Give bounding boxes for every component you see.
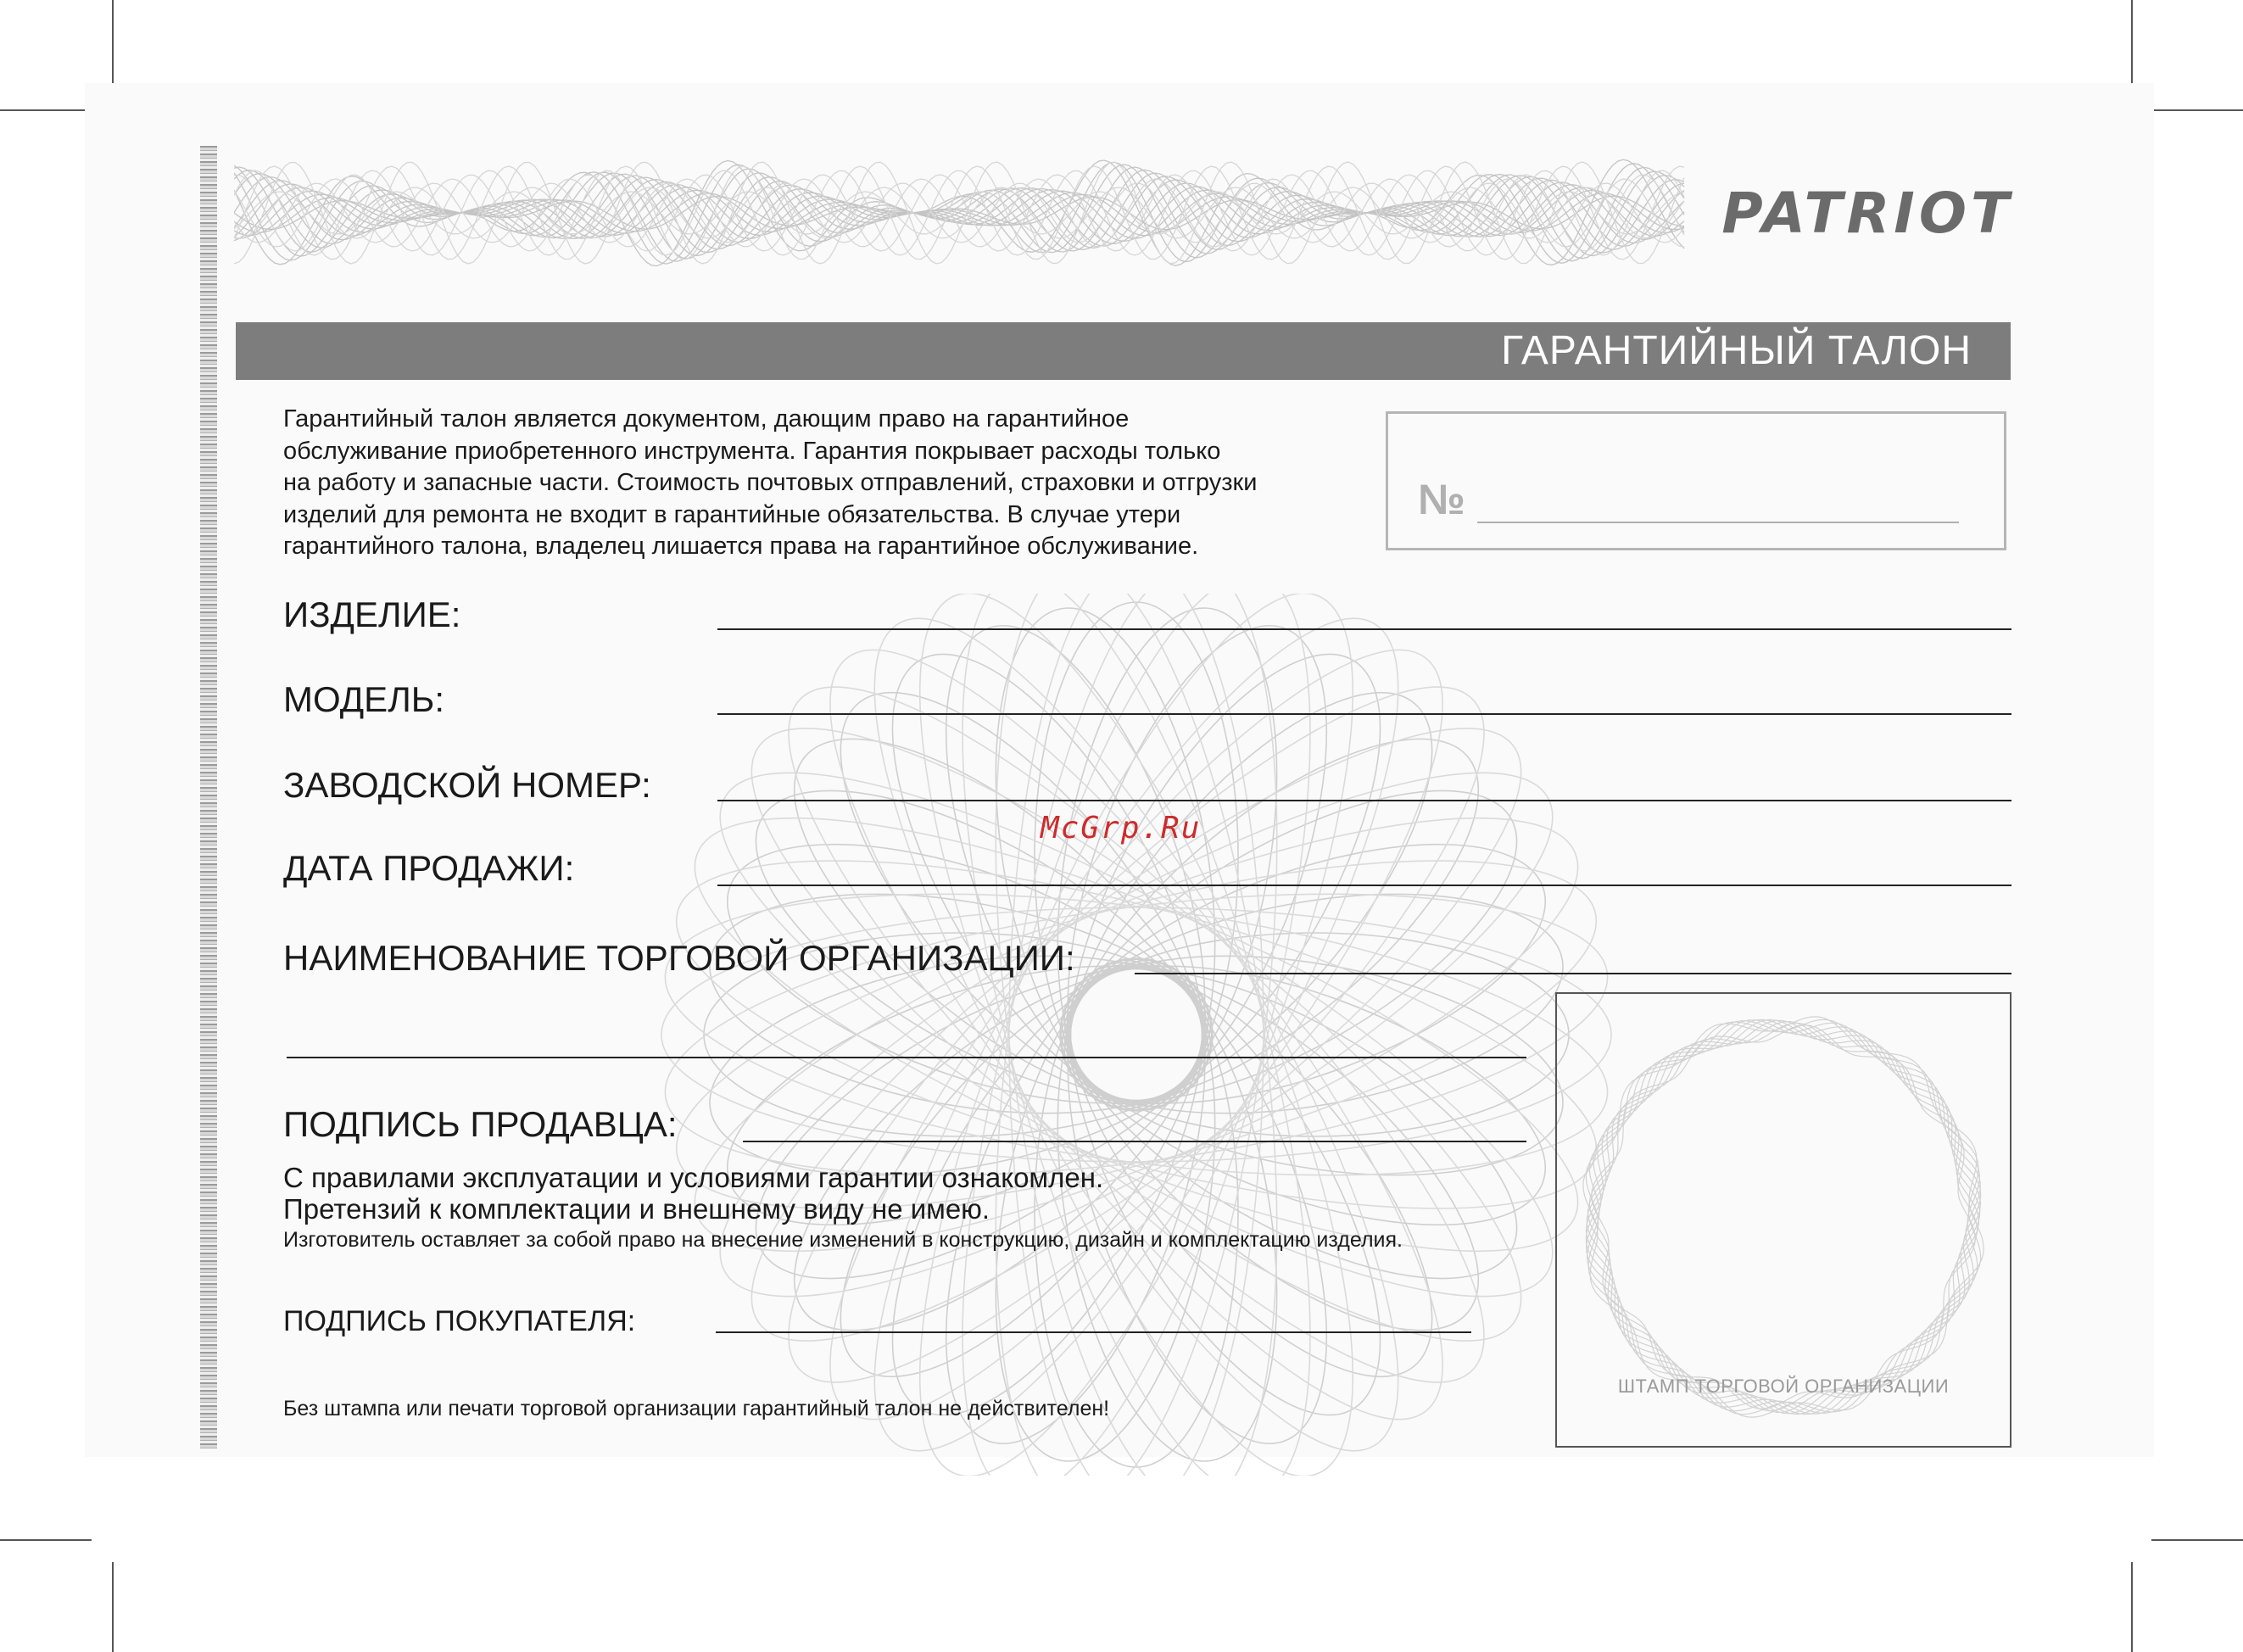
stamp-requirement-note: Без штампа или печати торговой организации гарантийный талон не действителен!: [283, 1397, 1110, 1420]
serial-number-field[interactable]: [717, 800, 2011, 801]
product-field[interactable]: [717, 628, 2011, 630]
organization-field[interactable]: [1135, 973, 2011, 974]
number-box: [1386, 411, 2006, 550]
seller-signature-label: ПОДПИСЬ ПРОДАВЦА:: [283, 1104, 678, 1144]
guilloche-rosette: [594, 594, 1679, 1476]
sale-date-field[interactable]: [717, 885, 2011, 886]
intro-line: изделий для ремонта не входит в гарантийные обязательства. В случае утери: [283, 500, 1181, 528]
page-title: ГАРАНТИЙНЫЙ ТАЛОН: [1501, 328, 1972, 373]
number-sign: №: [1418, 476, 1465, 523]
intro-line: Гарантийный талон является документом, дающим право на гарантийное: [283, 405, 1130, 433]
number-field[interactable]: [1477, 522, 1959, 523]
title-bar: [236, 322, 2011, 380]
crop-mark: [2131, 0, 2133, 88]
crop-mark: [2151, 109, 2243, 111]
model-label: МОДЕЛЬ:: [283, 679, 444, 719]
crop-mark: [2131, 1562, 2133, 1652]
crop-mark: [2151, 1539, 2243, 1541]
serial-number-label: ЗАВОДСКОЙ НОМЕР:: [283, 765, 651, 805]
manufacturer-note: Изготовитель оставляет за собой право на внесение изменений в конструкцию, дизайн и комплектацию изделия.: [283, 1228, 1403, 1252]
intro-line: на работу и запасные части. Стоимость почтовых отправлений, страховки и отгрузки: [283, 469, 1258, 496]
crop-mark: [0, 109, 92, 111]
crop-mark: [112, 1562, 114, 1652]
stamp-caption: ШТАМП ТОРГОВОЙ ОРГАНИЗАЦИИ: [1617, 1376, 1950, 1397]
product-label: ИЗДЕЛИЕ:: [283, 594, 461, 634]
intro-text: [283, 404, 1360, 563]
model-field[interactable]: [717, 713, 2011, 715]
intro-line: обслуживание приобретенного инструмента. Гарантия покрывает расходы только: [283, 437, 1221, 465]
microtext-strip: [200, 146, 217, 1448]
sale-date-label: ДАТА ПРОДАЖИ:: [283, 848, 575, 888]
buyer-signature-field[interactable]: [716, 1331, 1471, 1333]
crop-mark: [0, 1539, 92, 1541]
organization-field-continued[interactable]: [287, 1057, 1526, 1058]
watermark: McGrp.Ru: [1041, 811, 1202, 846]
seller-signature-field[interactable]: [743, 1141, 1526, 1142]
buyer-signature-label: ПОДПИСЬ ПОКУПАТЕЛЯ:: [283, 1305, 636, 1337]
intro-line: гарантийного талона, владелец лишается права на гарантийное обслуживание.: [283, 533, 1199, 560]
guilloche-band: [234, 146, 1686, 280]
acknowledgement-line: Претензий к комплектации и внешнему виду не имею.: [283, 1193, 990, 1225]
acknowledgement-line: С правилами эксплуатации и условиями гарантии ознакомлен.: [283, 1162, 1104, 1193]
patriot-logo: PATRIOT: [1721, 181, 2013, 246]
crop-mark: [112, 0, 114, 88]
organization-label: НАИМЕНОВАНИЕ ТОРГОВОЙ ОРГАНИЗАЦИИ:: [283, 938, 1075, 978]
